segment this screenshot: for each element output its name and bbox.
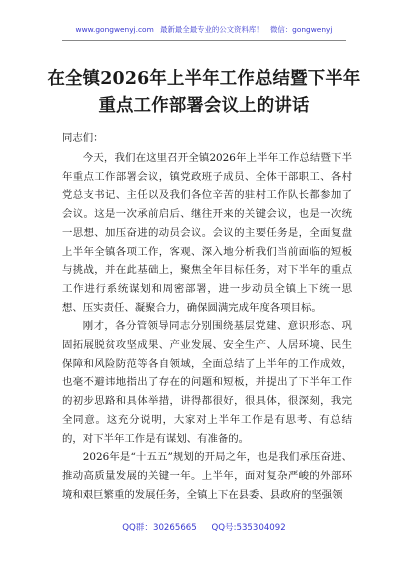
body-paragraph: 2026年是“十五五”规划的开局之年，也是我们承压奋进、推动高质量发展的关键一年。上半年，面对复杂严峻的外部环境和艰巨繁重的发展任务，全镇上下在县委、县政府的坚强领 [62, 451, 352, 501]
contact-footer [0, 521, 408, 533]
site-banner [0, 24, 408, 35]
header-divider [62, 40, 346, 41]
body-paragraph: 今天，我们在这里召开全镇2026年上半年工作总结暨下半年重点工作部署会议，镇党政班子成员、全体干部职工、各村党总支书记、主任以及我们各位辛苦的驻村工作队长都参加了会议。这是一次承前启后、继往开来的关键会议，也是一次统一思想、加压奋进的动员会议。会议的主要任务是，全面复盘上半年全镇各项工作，客观、深入地分析我们当前面临的短板与挑战，并在此基础上，聚焦全年目标任务，对下半年的重点工作进行系统谋划和周密部署，进一步动员全镇上下统一思想、压实责任、凝聚合力，确保圆满完成年度各项目标。 [62, 152, 352, 314]
site-slogan: 最新最全最专业的公文资料库！ [160, 25, 264, 34]
document-body [62, 149, 352, 504]
body-paragraph: 刚才，各分管领导同志分别围绕基层党建、意识形态、巩固拓展脱贫攻坚成果、产业发展、安全生产、人居环境、民生保障和风险防范等各自领域，全面总结了上半年的工作成效，也毫不避讳地指出了存在的问题和短板，并提出了下半年工作的初步思路和具体举措，讲得都很好，很具体，很深刻，我完全同意。这充分说明，大家对上半年工作是有思考、有总结的，对下半年工作是有谋划、有准备的。 [62, 320, 352, 445]
qq-group: QQ群：30265665 [122, 523, 197, 533]
wechat-id: 微信：gongwenyj [269, 25, 333, 34]
salutation: 同志们： [62, 132, 104, 144]
document-title: 在全镇2026年上半年工作总结暨下半年重点工作部署会议上的讲话 [47, 69, 361, 116]
qq-number: QQ号:535304092 [211, 523, 286, 533]
site-url[interactable]: www.gongwenyj.com [75, 25, 154, 34]
